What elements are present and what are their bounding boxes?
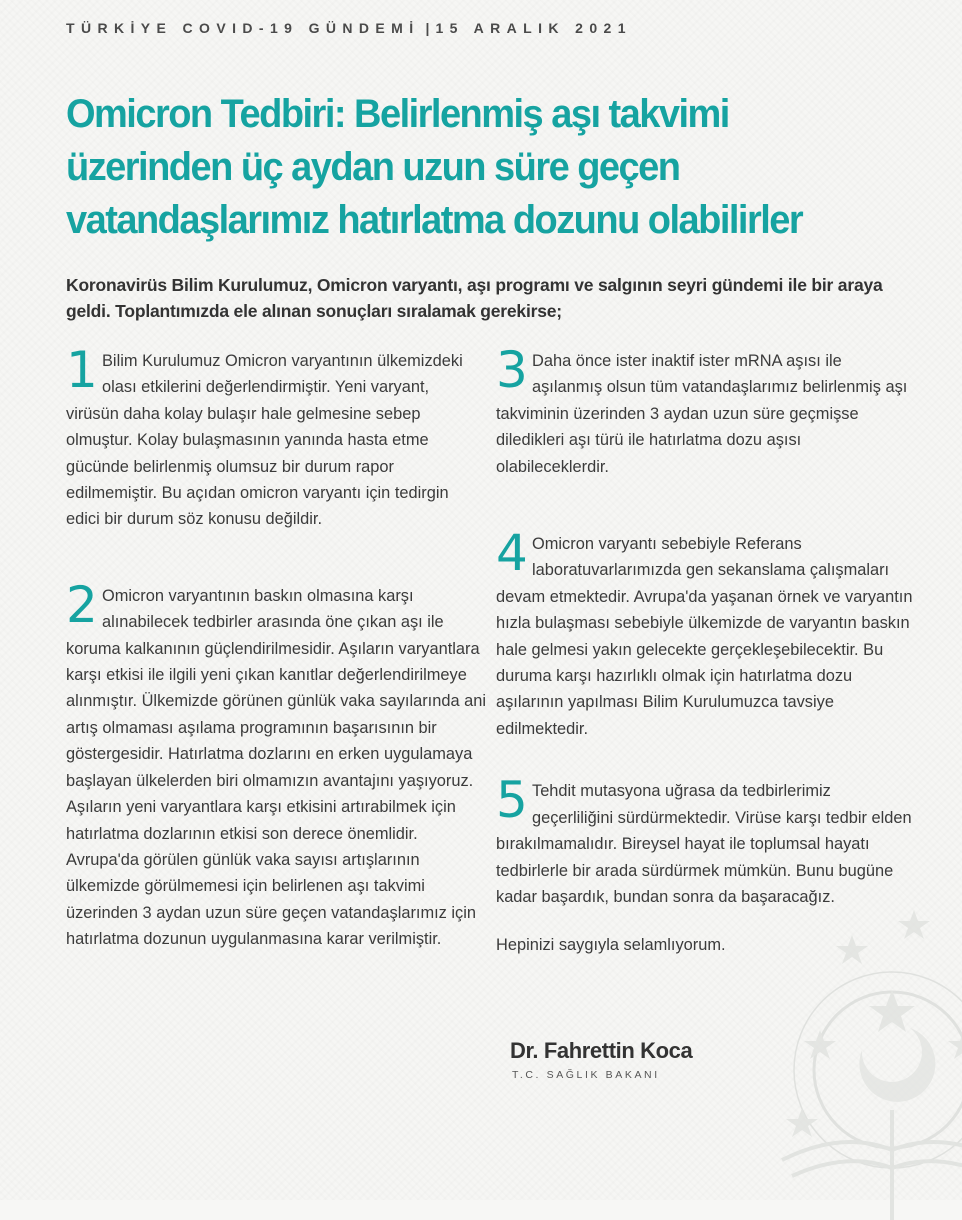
- list-item: [496, 524, 916, 742]
- page-title: Omicron Tedbiri: Belirlenmiş aşı takvimi üzerinden üç aydan uzun süre geçen vatandaşlarımız hatırlatma dozunu olabilirler: [66, 92, 803, 242]
- signature-name: Dr. Fahrettin Koca: [510, 1038, 693, 1063]
- list-item: [66, 341, 486, 533]
- item-number: 1: [66, 341, 98, 399]
- item-number: 5: [496, 771, 528, 830]
- item-number: 2: [66, 575, 98, 634]
- item-text: Tehdit mutasyona uğrasa da tedbirlerimiz geçerliliğini sürdürmektedir. Virüse karşı tedbir elden bırakılmamalıdır. Bireysel hayat ile toplumsal hayatı tedbirlerle bir arada sürdürmek mümkün. Bunu bugüne kadar başardık, bundan sonra da başaracağız.: [496, 782, 912, 906]
- page-header: [66, 20, 916, 36]
- right-column: [496, 341, 916, 959]
- item-number: 3: [496, 341, 528, 399]
- list-item: [66, 575, 487, 953]
- list-item: [496, 341, 916, 480]
- header-separator: |: [425, 20, 430, 36]
- signature-title: T.C. SAĞLIK BAKANI: [512, 1069, 660, 1081]
- closing-greeting: Hepinizi saygıyla selamlıyorum.: [496, 936, 726, 955]
- item-number: 4: [496, 524, 528, 583]
- header-topic: TÜRKİYE COVID-19 GÜNDEMİ: [66, 20, 420, 36]
- item-text: Daha önce ister inaktif ister mRNA aşısı ile aşılanmış olsun tüm vatandaşlarımız belirlenmiş aşı takviminin üzerinden 3 aydan uzun süre geçmişse diledikleri aşı türü ile hatırlatma dozu aşısı olabileceklerdir.: [496, 352, 908, 476]
- item-text: Omicron varyantının baskın olmasına karşı alınabilecek tedbirler arasında öne çıkan aşı ile koruma kalkanının güçlendirilmesidir. Aşıların varyantlara karşı etkisi ile ilgili yeni çıkan kanıtlar değerlendirilmeye alınmıştır. Ülkemizde görünen günlük vaka sayılarında ani artış olmaması aşılama programının başarısının bir göstergesidir. Hatırlatma dozlarını en erken uygulamaya başlayan ülkelerden biri olmamızın avantajını yaşıyoruz. Aşıların yeni varyantlara karşı etkisini artırabilmek için hatırlatma dozlarının etkisi son derece önemlidir. Avrupa'da görülen günlük vaka sayısı artışlarının ülkemizde görülmemesi için belirlenen aşı takvimi üzerinden 3 aydan uzun süre geçen vatandaşlarımız için hatırlatma dozunun uygulanmasına karar verilmiştir.: [66, 586, 487, 949]
- item-text: Omicron varyantı sebebiyle Referans laboratuvarlarımızda gen sekanslama çalışmaları devam etmektedir. Avrupa'da yaşanan örnek ve varyantın hızla bulaşması sebebiyle ülkemizde de varyantın baskın hale gelmesi yakın gelecekte gerçekleşebilecektir. Bu duruma karşı hazırlıklı olmak için hatırlatma dozu aşılarının yapılması Bilim Kurulumuzca tavsiye edilmektedir.: [496, 535, 913, 738]
- item-text: Bilim Kurulumuz Omicron varyantının ülkemizdeki olası etkilerini değerlendirmiştir. Yeni varyant, virüsün daha kolay bulaşır hale gelmesine sebep olmuştur. Kolay bulaşmasının yanında hasta etme gücünde belirlenmiş olumsuz bir durum rapor edilmemiştir. Bu açıdan omicron varyantı için tedirgin edici bir durum söz konusu değildir.: [66, 352, 463, 529]
- header-date: 15 ARALIK 2021: [435, 20, 632, 36]
- intro-paragraph: Koronavirüs Bilim Kurulumuz, Omicron varyantı, aşı programı ve salgının seyri gündemi ile bir araya geldi. Toplantımızda ele alınan sonuçları sıralamak gerekirse;: [66, 275, 883, 321]
- ministry-emblem-watermark: [742, 880, 962, 1220]
- left-column: [66, 341, 487, 953]
